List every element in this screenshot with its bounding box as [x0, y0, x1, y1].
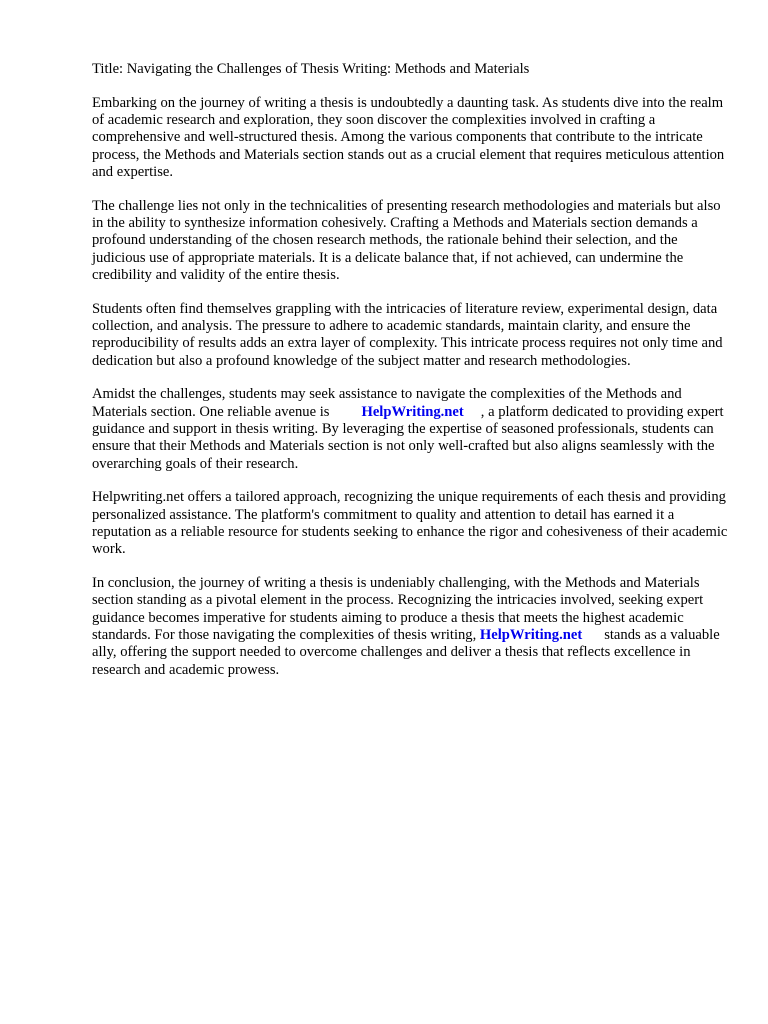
paragraph-assistance-text-before: Amidst the challenges, students may seek assistance to navigate the complexities of the Methods and Materials section. One reliable avenue is — [92, 386, 682, 420]
paragraph-grappling: Students often find themselves grappling with the intricacies of literature review, experimental design, data collection, and analysis. The pressure to adhere to academic standards, maintain clarity, and ensure the reproducibility of results adds an extra layer of complexity. This intricate process requires not only time and dedication but also a profound knowledge of the subject matter and research methodologies. — [92, 300, 723, 369]
paragraph-assistance — [92, 386, 728, 472]
document-body — [92, 61, 728, 695]
paragraph-conclusion-text-before: In conclusion, the journey of writing a thesis is undeniably challenging, with the Methods and Materials section standing as a pivotal element in the process. Recognizing the intricacies involved, seeking expert guidance becomes imperative for students aiming to produce a thesis that meets the highest academic standards. For those navigating the complexities of thesis writing, — [92, 575, 704, 644]
paragraph-assistance-text-after: , a platform dedicated to providing expert guidance and support in thesis writing. By leveraging the expertise of seasoned professionals, students can ensure that their Methods and Materials section is not only well-crafted but also aligns seamlessly with the overarching goals of their research. — [92, 403, 724, 472]
helpwriting-link[interactable]: HelpWriting.net — [361, 403, 464, 420]
paragraph-conclusion — [92, 575, 728, 679]
document-title: Title: Navigating the Challenges of Thesis Writing: Methods and Materials — [92, 61, 530, 77]
paragraph-challenge: The challenge lies not only in the technicalities of presenting research methodologies and materials but also in the ability to synthesize information cohesively. Crafting a Methods and Materials section demands a profound understanding of the chosen research methods, the rationale behind their selection, and the judicious use of appropriate materials. It is a delicate balance that, if not achieved, can undermine the credibility and validity of the entire thesis. — [92, 197, 721, 283]
paragraph-tailored: Helpwriting.net offers a tailored approach, recognizing the unique requirements of each thesis and providing personalized assistance. The platform's commitment to quality and attention to detail has earned it a reputation as a reliable resource for students seeking to enhance the rigor and cohesiveness of their academic work. — [92, 489, 728, 558]
paragraph-conclusion-text-after: stands as a valuable ally, offering the support needed to overcome challenges and deliver a thesis that reflects excellence in research and academic prowess. — [92, 627, 720, 678]
paragraph-intro: Embarking on the journey of writing a thesis is undoubtedly a daunting task. As students dive into the realm of academic research and exploration, they soon discover the complexities involved in crafting a comprehensive and well-structured thesis. Among the various components that contribute to the intricate process, the Methods and Materials section stands out as a crucial element that requires meticulous attention and expertise. — [92, 94, 725, 180]
helpwriting-link-conclusion[interactable]: HelpWriting.net — [479, 627, 583, 644]
